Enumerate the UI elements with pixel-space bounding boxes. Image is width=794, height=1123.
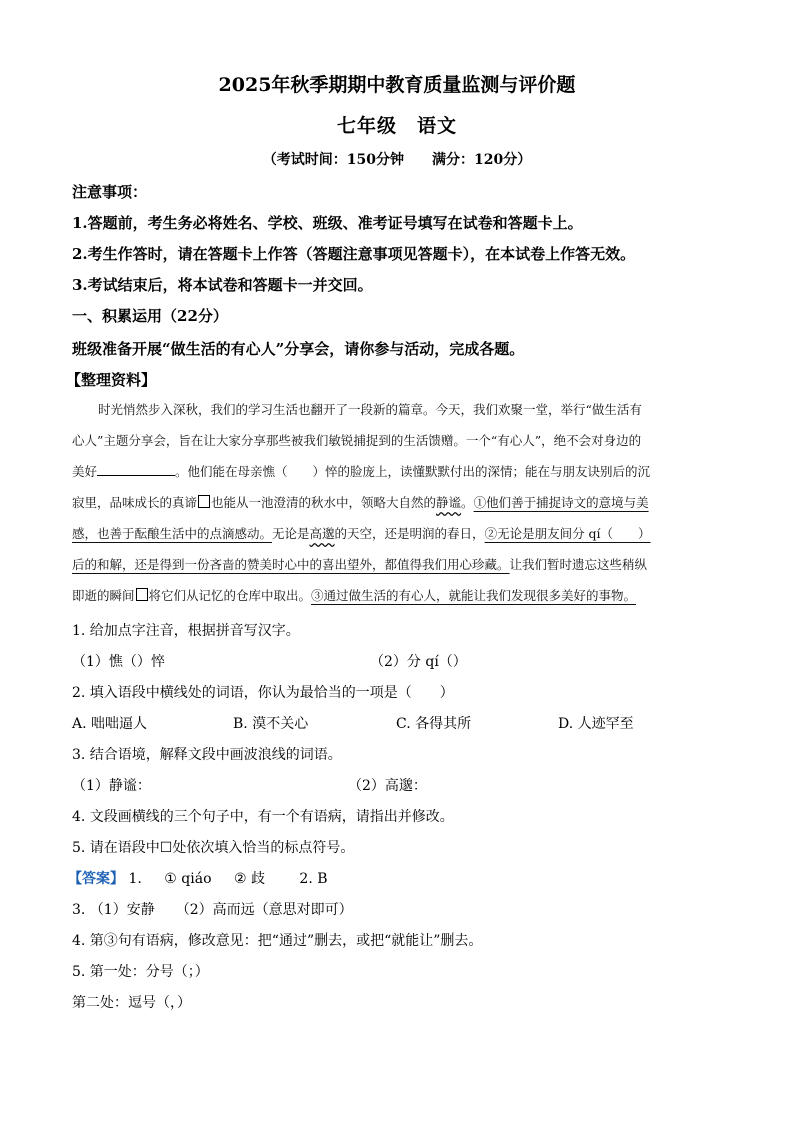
answer-line-1 bbox=[68, 868, 328, 888]
passage-text: 即逝的瞬间 bbox=[72, 588, 135, 603]
question-3: 3. 结合语境，解释文段中画波浪线的词语。 bbox=[72, 747, 342, 763]
question-1-part-2: （2）分 qí（） bbox=[370, 654, 467, 670]
underlined-sentence: ③通过做生活的有心人，就能让我们发现很多美好的事物。 bbox=[311, 588, 637, 603]
passage-line bbox=[72, 549, 732, 580]
answer-3: 3. （1）安静 （2）高而远（意思对即可） bbox=[72, 902, 353, 918]
passage-text: 将它们从记忆的仓库中取出。 bbox=[148, 588, 312, 603]
passage bbox=[72, 394, 732, 611]
punctuation-box bbox=[136, 588, 148, 601]
note-item-1: 1.答题前，考生务必将姓名、学校、班级、准考证号填写在试卷和答题卡上。 bbox=[72, 214, 583, 232]
grade-subject: 七年级 语文 bbox=[336, 115, 457, 137]
wavy-word: 静谧 bbox=[436, 495, 462, 510]
answer-4: 4. 第③句有语病，修改意见：把“通过”删去，或把“就能让”删去。 bbox=[72, 933, 483, 949]
answer-num: ① bbox=[164, 871, 177, 887]
answer-text: qiáo bbox=[181, 871, 212, 887]
passage-text: 也能从一池澄清的秋水中，领略大自然的 bbox=[211, 495, 437, 510]
passage-line bbox=[72, 580, 732, 611]
passage-text: 无论是 bbox=[272, 526, 310, 541]
question-4: 4. 文段画横线的三个句子中，有一个有语病，请指出并修改。 bbox=[72, 809, 454, 825]
section-title: 一、积累运用（22分） bbox=[72, 307, 228, 325]
passage-line bbox=[72, 487, 732, 518]
option-c: C. 各得其所 bbox=[396, 716, 472, 732]
passage-line: 时光悄然步入深秋，我们的学习生活也翻开了一段新的篇章。今天，我们欢聚一堂，举行“做生活有 bbox=[98, 402, 642, 417]
note-item-3: 3.考试结束后，将本试卷和答题卡一并交回。 bbox=[72, 276, 373, 294]
underlined-sentence: 感，也善于酝酿生活中的点滴感动。 bbox=[72, 526, 273, 541]
answer-num: ② bbox=[233, 871, 247, 887]
notes-heading: 注意事项： bbox=[72, 183, 148, 201]
question-5: 5. 请在语段中☐处依次填入恰当的标点符号。 bbox=[72, 840, 355, 856]
answer-text: 1. bbox=[128, 871, 142, 887]
option-b: B. 漠不关心 bbox=[233, 716, 309, 732]
punctuation-box bbox=[198, 495, 210, 508]
passage-text: 寂里，品味成长的真谛 bbox=[72, 495, 198, 510]
option-a: A. 咄咄逼人 bbox=[72, 716, 148, 732]
fill-blank bbox=[97, 461, 175, 476]
question-3-part-2: （2）高邈： bbox=[348, 778, 427, 794]
passage-text: 的天空，还是明润的春日， bbox=[334, 526, 485, 541]
passage-text: 。他们能在母亲憔（ ）悴的脸庞上，读懂默默付出的深情；能在与朋友诀别后的沉 bbox=[175, 464, 651, 479]
passage-text: 让我们暂时遗忘这些稍纵 bbox=[509, 557, 648, 572]
answer-text: 2. B bbox=[299, 871, 328, 887]
question-2: 2. 填入语段中横线处的词语，你认为最恰当的一项是（ ） bbox=[72, 685, 454, 701]
passage-line: 心人”主题分享会，旨在让大家分享那些被我们敏锐捕捉到的生活馈赠。一个“有心人”，绝不会对身边的 bbox=[72, 433, 642, 448]
underlined-sentence: ①他们善于捕捉诗文的意境与美 bbox=[473, 495, 649, 510]
underlined-sentence: 后的和解，还是得到一份吝啬的赞美时心中的喜出望外，都值得我们用心珍藏。 bbox=[72, 557, 510, 572]
wavy-word: 高邈 bbox=[309, 526, 335, 541]
exam-title: 2025年秋季期期中教育质量监测与评价题 bbox=[218, 74, 576, 96]
passage-line bbox=[72, 518, 732, 549]
bracket-title: 【整理资料】 bbox=[66, 371, 157, 389]
answer-5: 5. 第一处：分号（；） bbox=[72, 964, 209, 980]
note-item-2: 2.考生作答时，请在答题卡上作答（答题注意事项见答题卡），在本试卷上作答无效。 bbox=[72, 245, 636, 263]
passage-text: 美好 bbox=[72, 464, 98, 479]
passage-text: 。 bbox=[461, 495, 474, 510]
section-intro: 班级准备开展“做生活的有心人”分享会，请你参与活动，完成各题。 bbox=[72, 340, 525, 358]
answer-text: 歧 bbox=[250, 871, 265, 887]
underlined-sentence: ②无论是朋友间分 qí（ ） bbox=[484, 526, 651, 541]
passage-line bbox=[72, 456, 732, 487]
question-1: 1. 给加点字注音，根据拼音写汉字。 bbox=[72, 623, 300, 639]
answer-label: 【答案】 bbox=[68, 871, 124, 887]
exam-info: （考试时间：150分钟 满分：120分） bbox=[262, 152, 532, 168]
question-3-part-1: （1）静谧： bbox=[72, 778, 151, 794]
question-1-part-1: （1）憔（）悴 bbox=[72, 654, 165, 670]
option-d: D. 人迹罕至 bbox=[558, 716, 634, 732]
answer-5b: 第二处：逗号（，） bbox=[72, 995, 191, 1011]
